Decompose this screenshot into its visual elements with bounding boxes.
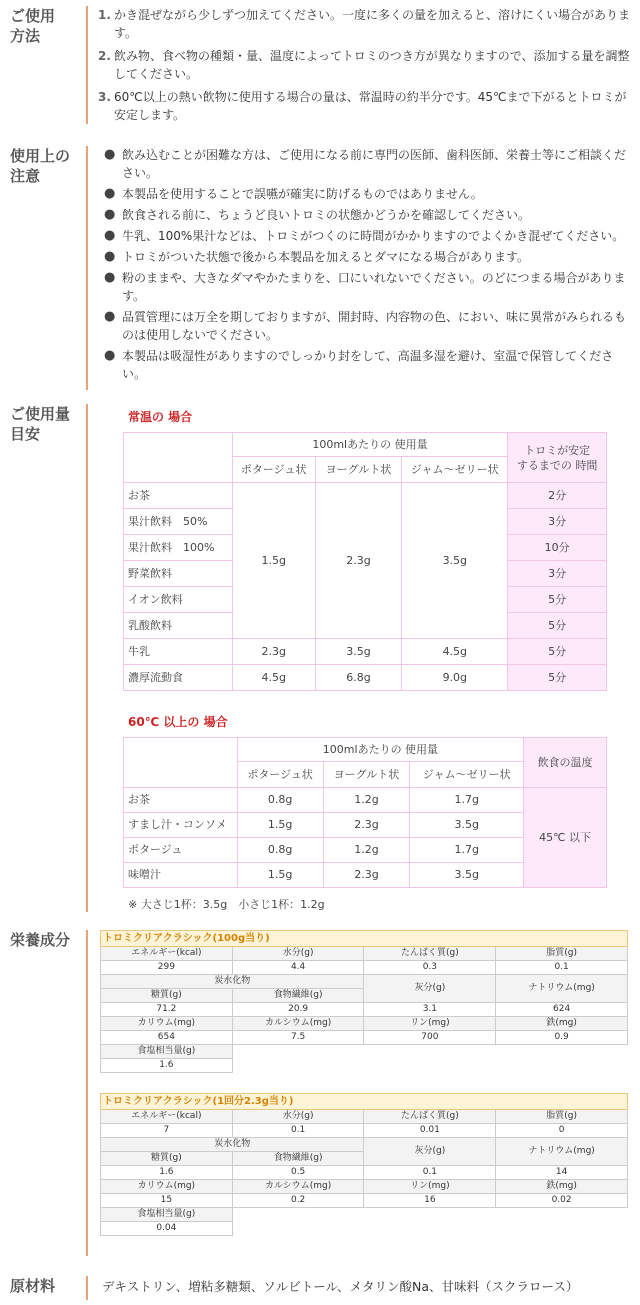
drink-name: 果汁飲料 100% — [124, 535, 233, 561]
bullet-icon: ● — [104, 186, 116, 201]
value-cell: 3.5g — [410, 863, 524, 888]
caution-item — [102, 269, 632, 305]
nutrition-title: トロミクリアクラシック(100g当り) — [101, 931, 628, 947]
value-water: 0.1 — [232, 1124, 364, 1138]
value-cell: 3.5g — [410, 813, 524, 838]
bullet-icon: ● — [104, 348, 116, 363]
cautions-body — [102, 146, 632, 386]
bullet-icon: ● — [104, 270, 116, 285]
col-header: ポタージュ状 — [237, 762, 323, 788]
temp-header: 飲食の温度 — [524, 738, 607, 788]
value-protein: 0.3 — [364, 961, 496, 975]
drink-name: イオン飲料 — [124, 587, 233, 613]
label-protein: たんぱく質(g) — [364, 947, 496, 961]
col-header: ヨーグルト状 — [315, 457, 402, 483]
amount-section — [0, 404, 640, 912]
value-cell: 1.2g — [323, 788, 410, 813]
label-water: 水分(g) — [232, 1110, 364, 1124]
label-fat: 脂質(g) — [496, 947, 628, 961]
value-sugar: 71.2 — [101, 1003, 233, 1017]
label-phosphorus: リン(mg) — [364, 1017, 496, 1031]
spoon-note: ※ 大さじ1杯：3.5g 小さじ1杯：1.2g — [128, 898, 325, 911]
section-divider — [86, 1276, 88, 1300]
amount-heading: ご使用量 目安 — [10, 405, 71, 443]
label-fat: 脂質(g) — [496, 1110, 628, 1124]
label-phosphorus: リン(mg) — [364, 1180, 496, 1194]
time-cell: 2分 — [508, 483, 607, 509]
value-fat: 0 — [496, 1124, 628, 1138]
label-sugar: 糖質(g) — [101, 1152, 233, 1166]
value-cell: 3.5g — [402, 483, 508, 639]
label-fiber: 食物繊維(g) — [232, 1152, 364, 1166]
drink-name: お茶 — [124, 788, 238, 813]
value-phosphorus: 700 — [364, 1031, 496, 1045]
caution-text: 品質管理には万全を期しておりますが、開封時、内容物の色、におい、味に異常がみられるものは使用しないでください。 — [122, 310, 627, 342]
value-cell: 9.0g — [402, 665, 508, 691]
step-text: かき混ぜながら少しずつ加えてください。一度に多くの量を加えると、溶けにくい場合があります。 — [114, 8, 631, 40]
usage-section — [0, 6, 640, 124]
drink-name: すまし汁・コンソメ — [124, 813, 238, 838]
caution-text: 飲み込むことが困難な方は、ご使用になる前に専門の医師、歯科医師、栄養士等にご相談ください。 — [122, 148, 627, 180]
nutrition-title: トロミクリアクラシック(1回分2.3g当り) — [101, 1094, 628, 1110]
value-ash: 0.1 — [364, 1166, 496, 1180]
value-cell: 1.2g — [323, 838, 410, 863]
label-calcium: カルシウム(mg) — [232, 1017, 364, 1031]
nutrition-section — [0, 930, 640, 1256]
bullet-icon: ● — [104, 147, 116, 162]
label-iron: 鉄(mg) — [496, 1180, 628, 1194]
label-sugar: 糖質(g) — [101, 989, 233, 1003]
value-calcium: 0.2 — [232, 1194, 364, 1208]
value-salt: 1.6 — [101, 1059, 233, 1073]
caution-item — [102, 347, 632, 383]
step-text: 飲み物、食べ物の種類・量、温度によってトロミのつき方が異なりますので、添加する量を調整してください。 — [114, 49, 630, 81]
drink-name: 牛乳 — [124, 639, 233, 665]
value-potassium: 15 — [101, 1194, 233, 1208]
col-header: ポタージュ状 — [232, 457, 315, 483]
nutrition-body — [96, 930, 632, 1236]
col-header: ジャム～ゼリー状 — [410, 762, 524, 788]
value-fiber: 20.9 — [232, 1003, 364, 1017]
label-salt: 食塩相当量(g) — [101, 1045, 233, 1059]
value-phosphorus: 16 — [364, 1194, 496, 1208]
ingredients-heading: 原材料 — [10, 1277, 56, 1295]
caution-text: 飲食される前に、ちょうど良いトロミの状態かどうかを確認してください。 — [122, 208, 531, 222]
empty-cell — [232, 1045, 627, 1073]
col-header: ジャム～ゼリー状 — [402, 457, 508, 483]
value-iron: 0.02 — [496, 1194, 628, 1208]
time-cell: 5分 — [508, 665, 607, 691]
label-carb: 炭水化物 — [101, 1138, 364, 1152]
hot-title: 60℃ 以上の 場合 — [128, 715, 228, 729]
label-ash: 灰分(g) — [364, 1138, 496, 1166]
corner-cell — [124, 738, 238, 788]
ingredients-text: デキストリン、増粘多糖類、ソルビトール、メタリン酸Na、甘味料（スクラロース） — [102, 1279, 579, 1294]
time-header: トロミが安定 するまでの 時間 — [508, 433, 607, 483]
step-number: 2. — [98, 49, 111, 63]
bullet-icon: ● — [104, 228, 116, 243]
value-cell: 6.8g — [315, 665, 402, 691]
value-calcium: 7.5 — [232, 1031, 364, 1045]
label-energy: エネルギー(kcal) — [101, 947, 233, 961]
nutrition-table-serving — [100, 1093, 628, 1236]
usage-step — [98, 47, 632, 83]
value-sodium: 624 — [496, 1003, 628, 1017]
label-salt: 食塩相当量(g) — [101, 1208, 233, 1222]
section-divider — [86, 404, 88, 912]
value-cell: 0.8g — [237, 838, 323, 863]
col-header: ヨーグルト状 — [323, 762, 410, 788]
label-ash: 灰分(g) — [364, 975, 496, 1003]
bullet-icon: ● — [104, 309, 116, 324]
label-water: 水分(g) — [232, 947, 364, 961]
drink-name: 濃厚流動食 — [124, 665, 233, 691]
cautions-list — [102, 146, 632, 383]
hot-table — [123, 737, 607, 888]
value-potassium: 654 — [101, 1031, 233, 1045]
label-sodium: ナトリウム(mg) — [496, 975, 628, 1003]
drink-name: 味噌汁 — [124, 863, 238, 888]
drink-name: 乳酸飲料 — [124, 613, 233, 639]
value-sodium: 14 — [496, 1166, 628, 1180]
caution-text: 牛乳、100%果汁などは、トロミがつくのに時間がかかりますのでよくかき混ぜてください。 — [122, 229, 625, 243]
value-cell: 0.8g — [237, 788, 323, 813]
value-cell: 1.5g — [237, 863, 323, 888]
nutrition-table-100g — [100, 930, 628, 1073]
step-number: 1. — [98, 8, 111, 22]
value-fiber: 0.5 — [232, 1166, 364, 1180]
usage-step — [98, 88, 632, 124]
value-iron: 0.9 — [496, 1031, 628, 1045]
usage-steps — [98, 6, 632, 124]
value-protein: 0.01 — [364, 1124, 496, 1138]
value-cell: 1.7g — [410, 838, 524, 863]
caution-item — [102, 248, 632, 266]
label-potassium: カリウム(mg) — [101, 1017, 233, 1031]
drink-name: ポタージュ — [124, 838, 238, 863]
label-potassium: カリウム(mg) — [101, 1180, 233, 1194]
label-iron: 鉄(mg) — [496, 1017, 628, 1031]
time-cell: 5分 — [508, 613, 607, 639]
cautions-heading: 使用上の 注意 — [10, 147, 71, 185]
room-temp-title: 常温の 場合 — [128, 410, 193, 424]
step-text: 60℃以上の熱い飲物に使用する場合の量は、常温時の約半分です。45℃まで下がるとトロミが安定します。 — [114, 90, 627, 122]
bullet-icon: ● — [104, 249, 116, 264]
value-sugar: 1.6 — [101, 1166, 233, 1180]
per100-header: 100mlあたりの 使用量 — [237, 738, 523, 762]
nutrition-heading: 栄養成分 — [10, 931, 71, 949]
step-number: 3. — [98, 90, 111, 104]
usage-body — [98, 6, 632, 129]
caution-item — [102, 227, 632, 245]
time-cell: 5分 — [508, 587, 607, 613]
value-cell: 2.3g — [323, 863, 410, 888]
caution-item — [102, 308, 632, 344]
temp-cell: 45℃ 以下 — [524, 788, 607, 888]
per100-header: 100mlあたりの 使用量 — [232, 433, 507, 457]
room-temp-table — [123, 432, 607, 691]
drink-name: お茶 — [124, 483, 233, 509]
value-cell: 1.5g — [237, 813, 323, 838]
label-sodium: ナトリウム(mg) — [496, 1138, 628, 1166]
label-carb: 炭水化物 — [101, 975, 364, 989]
label-protein: たんぱく質(g) — [364, 1110, 496, 1124]
drink-name: 果汁飲料 50% — [124, 509, 233, 535]
usage-step — [98, 6, 632, 42]
cautions-section — [0, 146, 640, 390]
value-cell: 2.3g — [315, 483, 402, 639]
value-fat: 0.1 — [496, 961, 628, 975]
value-water: 4.4 — [232, 961, 364, 975]
caution-text: 本製品は吸湿性がありますのでしっかり封をして、高温多湿を避け、室温で保管してください。 — [122, 349, 614, 381]
caution-text: 粉のままや、大きなダマやかたまりを、口にいれないでください。のどにつまる場合があります。 — [122, 271, 626, 303]
section-divider — [86, 930, 88, 1256]
value-cell: 3.5g — [315, 639, 402, 665]
value-energy: 7 — [101, 1124, 233, 1138]
caution-text: 本製品を使用することで誤嚥が確実に防げるものではありません。 — [122, 187, 483, 201]
caution-text: トロミがついた状態で後から本製品を加えるとダマになる場合があります。 — [122, 250, 530, 264]
section-divider — [86, 146, 88, 390]
caution-item — [102, 206, 632, 224]
value-cell: 2.3g — [323, 813, 410, 838]
time-cell: 3分 — [508, 509, 607, 535]
label-fiber: 食物繊維(g) — [232, 989, 364, 1003]
value-energy: 299 — [101, 961, 233, 975]
value-cell: 4.5g — [232, 665, 315, 691]
value-ash: 3.1 — [364, 1003, 496, 1017]
caution-item — [102, 185, 632, 203]
section-divider — [86, 6, 88, 124]
ingredients-section — [0, 1276, 640, 1300]
time-cell: 3分 — [508, 561, 607, 587]
value-cell: 2.3g — [232, 639, 315, 665]
caution-item — [102, 146, 632, 182]
value-cell: 1.7g — [410, 788, 524, 813]
value-cell: 4.5g — [402, 639, 508, 665]
corner-cell — [124, 433, 233, 483]
bullet-icon: ● — [104, 207, 116, 222]
label-energy: エネルギー(kcal) — [101, 1110, 233, 1124]
amount-body — [98, 408, 632, 914]
time-cell: 5分 — [508, 639, 607, 665]
empty-cell — [232, 1208, 627, 1236]
drink-name: 野菜飲料 — [124, 561, 233, 587]
value-salt: 0.04 — [101, 1222, 233, 1236]
time-cell: 10分 — [508, 535, 607, 561]
usage-heading: ご使用 方法 — [10, 7, 56, 45]
value-cell: 1.5g — [232, 483, 315, 639]
label-calcium: カルシウム(mg) — [232, 1180, 364, 1194]
